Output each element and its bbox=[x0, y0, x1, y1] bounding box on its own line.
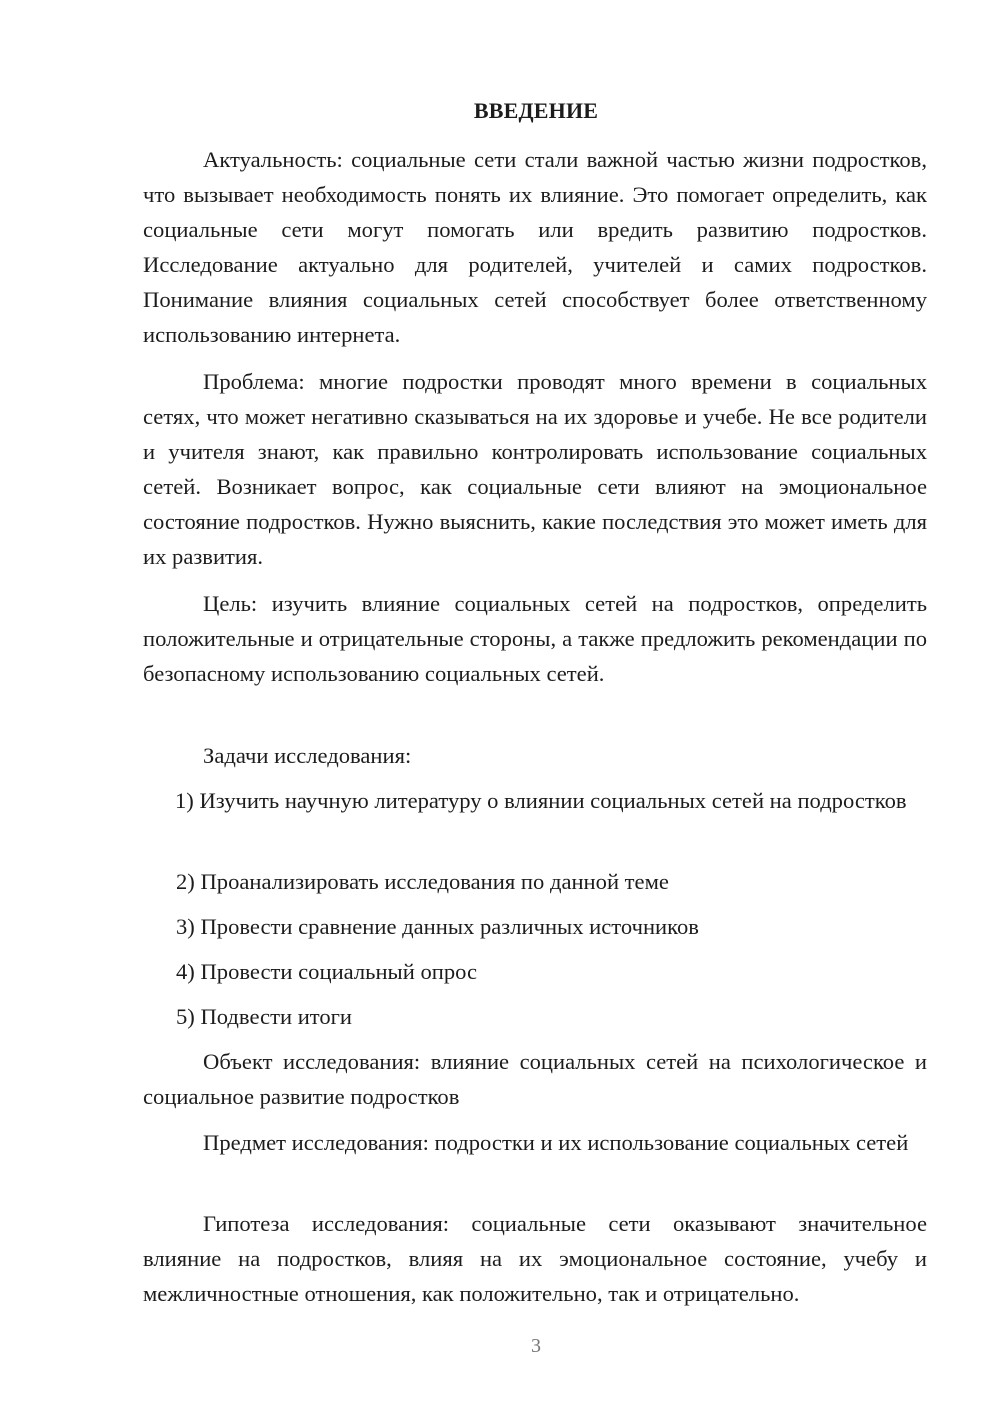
paragraph-goal: Цель: изучить влияние социальных сетей на подростков, определить положительные и отрицательные стороны, а также предложить рекомендации по безопасному использованию социальных сетей. bbox=[143, 591, 927, 686]
paragraph-subject: Предмет исследования: подростки и их использование социальных сетей bbox=[203, 1130, 909, 1155]
task-item-2: 2) Проанализировать исследования по данной теме bbox=[176, 869, 669, 894]
task-item-5: 5) Подвести итоги bbox=[176, 1004, 353, 1029]
tasks-heading: Задачи исследования: bbox=[203, 743, 412, 768]
task-item-1: 1) Изучить научную литературу о влиянии социальных сетей на подростков bbox=[175, 788, 907, 813]
task-item-4: 4) Провести социальный опрос bbox=[176, 959, 478, 984]
page-number: 3 bbox=[531, 1335, 541, 1357]
paragraph-hypothesis: Гипотеза исследования: социальные сети оказывают значительное влияние на подростков, влияя на их эмоциональное состояние, учебу и межличностные отношения, как положительно, так и отрицательно. bbox=[143, 1211, 927, 1306]
paragraph-object: Объект исследования: влияние социальных сетей на психологическое и социальное развитие подростков bbox=[143, 1049, 927, 1109]
task-item-3: 3) Провести сравнение данных различных источников bbox=[176, 914, 699, 939]
section-title: ВВЕДЕНИЕ bbox=[473, 98, 599, 123]
paragraph-problem: Проблема: многие подростки проводят много времени в социальных сетях, что может негативно сказываться на их здоровье и учебе. Не все родители и учителя знают, как правильно контролировать использование социальных сетей. Возникает вопрос, как социальные сети влияют на эмоциональное состояние подростков. Нужно выяснить, какие последствия это может иметь для их развития. bbox=[143, 369, 927, 569]
paragraph-relevance: Актуальность: социальные сети стали важной частью жизни подростков, что вызывает необходимость понять их влияние. Это помогает определить, как социальные сети могут помогать или вредить развитию подростков. Исследование актуально для родителей, учителей и самих подростков. Понимание влияния социальных сетей способствует более ответственному использованию интернета. bbox=[143, 147, 927, 347]
